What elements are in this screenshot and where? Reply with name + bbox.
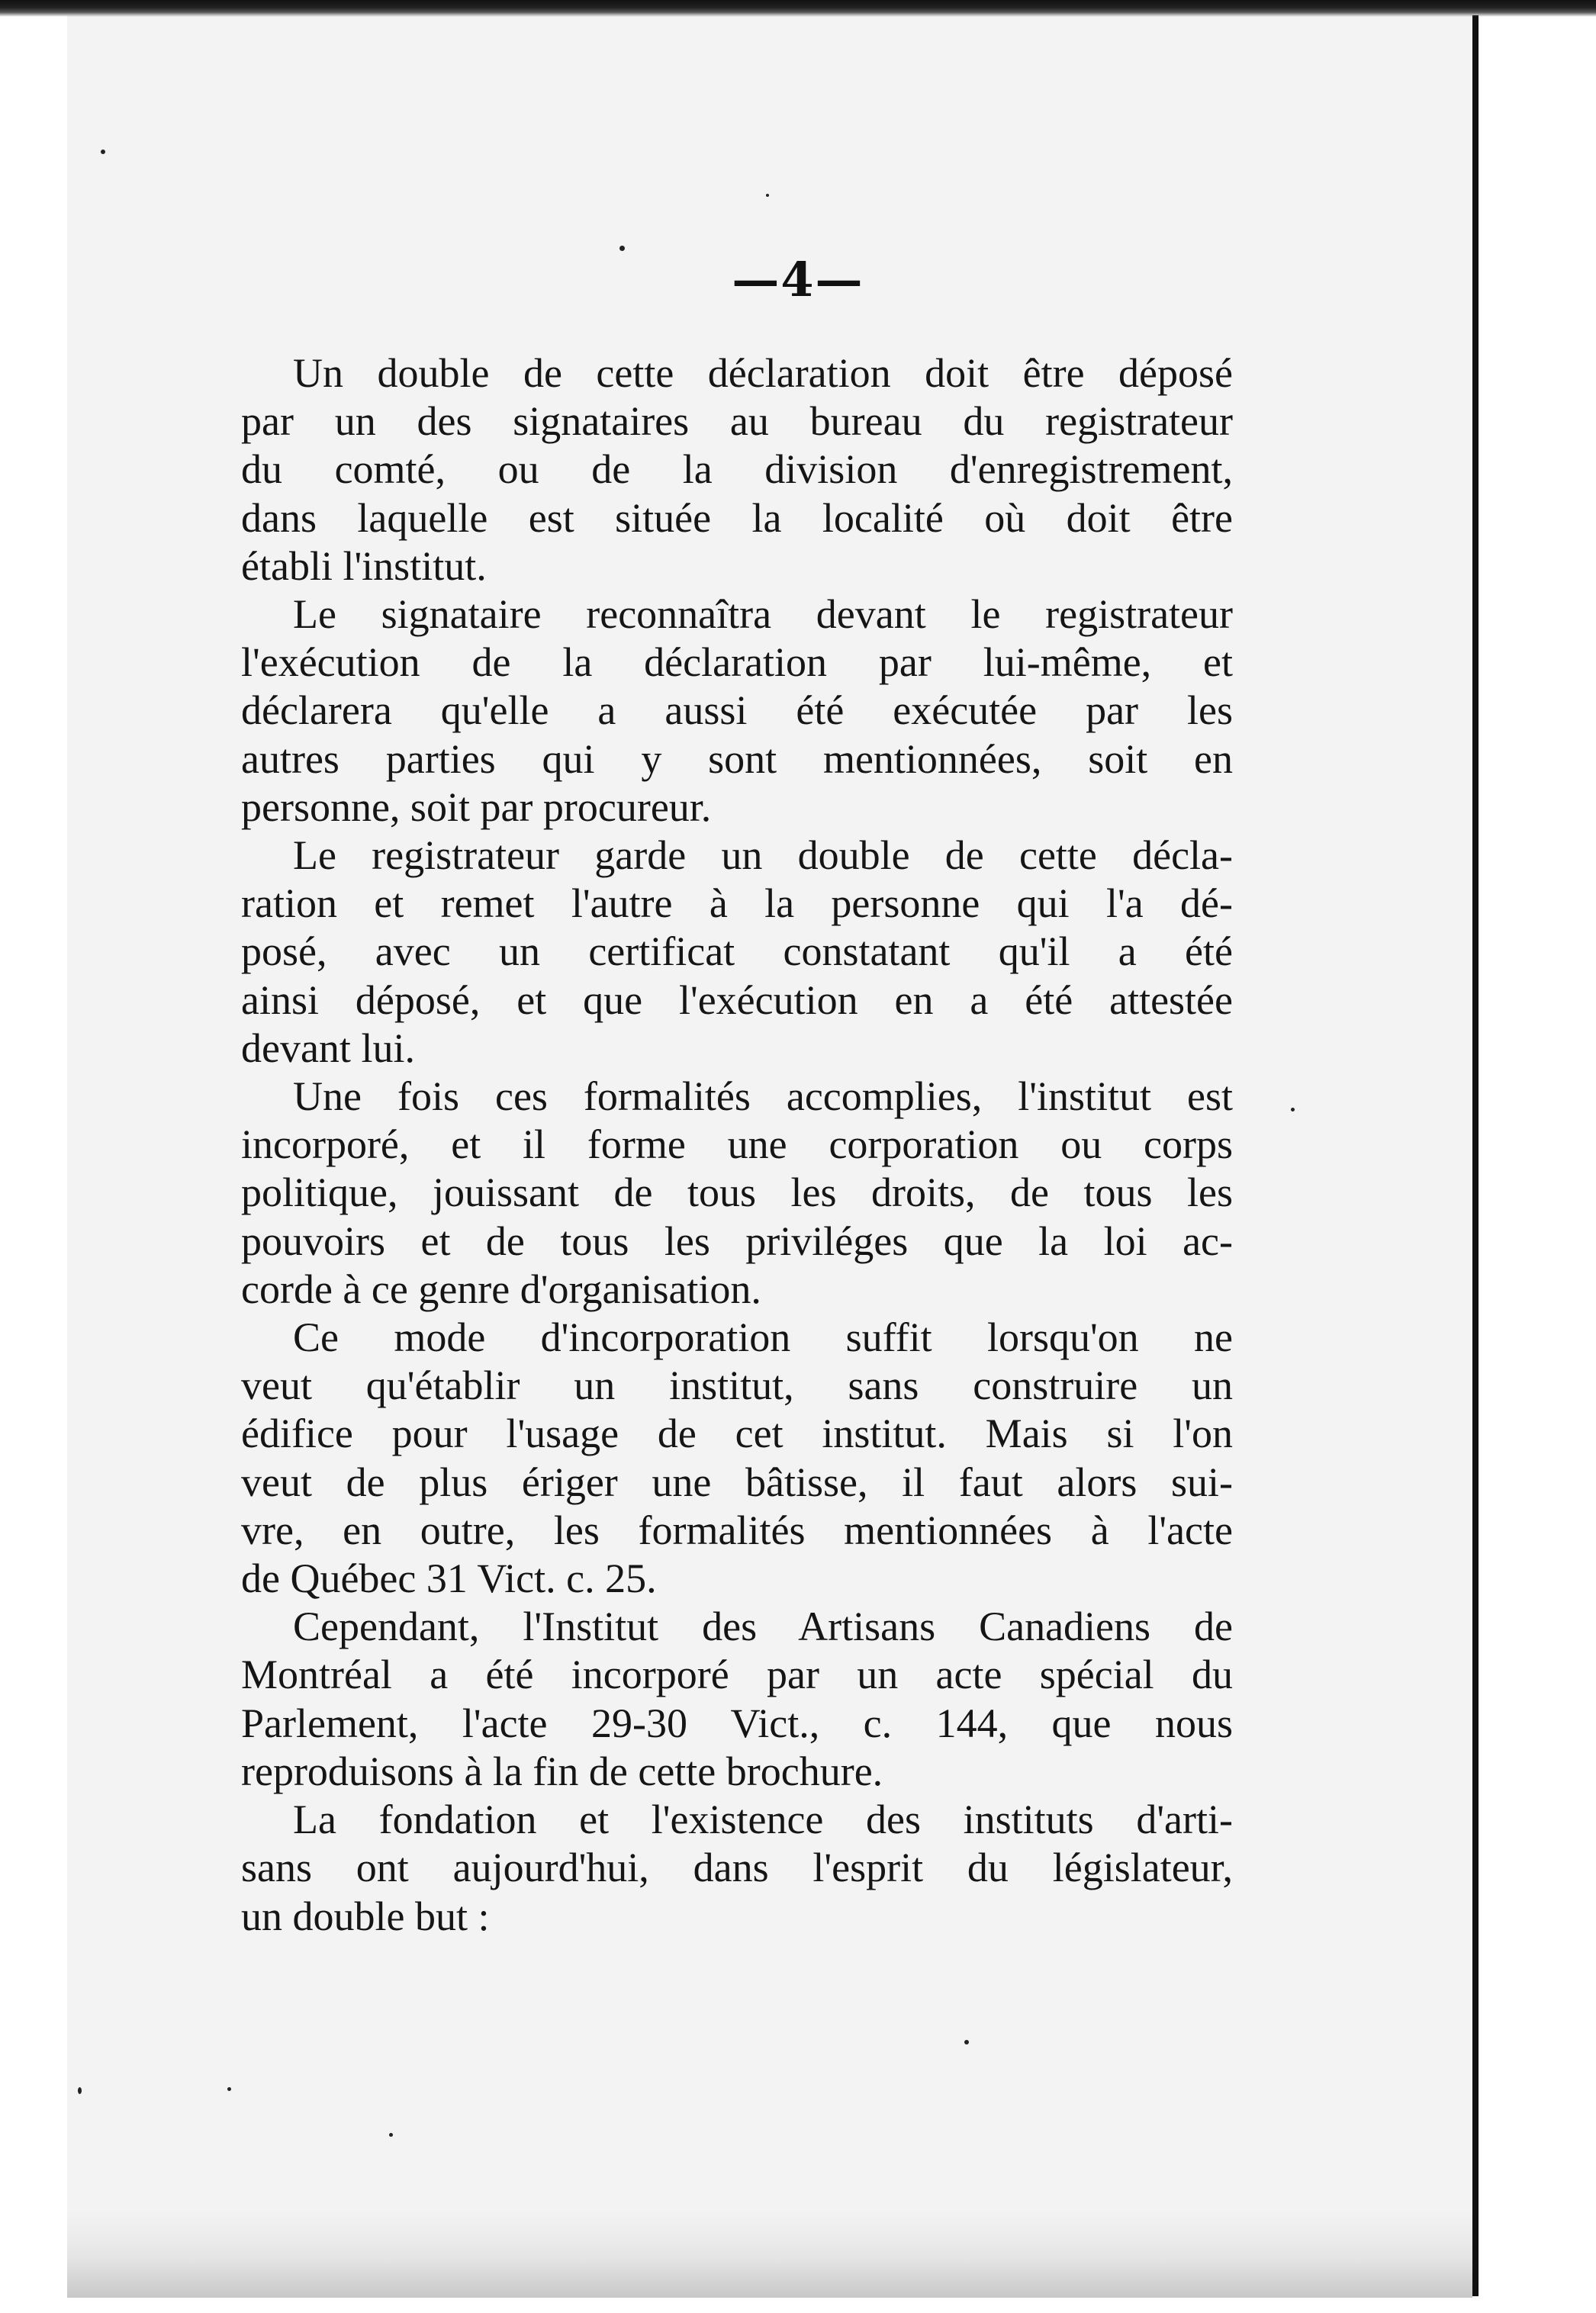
paragraph	[241, 832, 1233, 1073]
text-line: Une fois ces formalités accomplies, l'institut est	[293, 1073, 1233, 1120]
text-line: un double but :	[241, 1893, 490, 1939]
text-line: déclarera qu'elle a aussi été exécutée par les	[241, 687, 1233, 734]
text-line: l'exécution de la déclaration par lui-même, et	[241, 639, 1233, 686]
text-line: Cependant, l'Institut des Artisans Canadiens de	[293, 1604, 1233, 1650]
text-line: Un double de cette déclaration doit être déposé	[293, 350, 1233, 396]
body-text	[241, 349, 1233, 1941]
text-line: autres parties qui y sont mentionnées, soit en	[241, 735, 1233, 782]
right-page-edge	[1472, 15, 1479, 2296]
text-line: édifice pour l'usage de cet institut. Mais si l'on	[241, 1411, 1233, 1457]
text-line: veut qu'établir un institut, sans construire un	[241, 1362, 1233, 1409]
right-margin	[1479, 15, 1596, 2313]
text-line: établi l'institut.	[241, 542, 487, 589]
text-line: politique, jouissant de tous les droits, de tous les	[241, 1169, 1233, 1216]
paragraph	[241, 590, 1233, 832]
scan-speck	[101, 150, 105, 154]
paragraph	[241, 1796, 1233, 1941]
text-line: ainsi déposé, et que l'exécution en a été attestée	[241, 976, 1233, 1023]
top-page-edge	[0, 0, 1596, 17]
text-line: Parlement, l'acte 29-30 Vict., c. 144, que nous	[241, 1700, 1233, 1746]
text-line: veut de plus ériger une bâtisse, il faut alors sui-	[241, 1459, 1233, 1505]
paragraph	[241, 1314, 1233, 1603]
scan-speck	[227, 2087, 231, 2091]
scan-speck	[1291, 1108, 1295, 1111]
text-line: La fondation et l'existence des instituts d'arti-	[293, 1797, 1233, 1843]
text-line: personne, soit par procureur.	[241, 783, 712, 830]
left-margin	[0, 0, 67, 2313]
text-line: sans ont aujourd'hui, dans l'esprit du législateur,	[241, 1845, 1233, 1891]
bottom-page-shadow	[67, 2212, 1472, 2298]
text-line: ration et remet l'autre à la personne qui l'a dé-	[241, 880, 1233, 927]
text-line: de Québec 31 Vict. c. 25.	[241, 1555, 657, 1602]
page-number: —4—	[732, 252, 864, 307]
paragraph	[241, 1603, 1233, 1796]
text-line: Montréal a été incorporé par un acte spécial du	[241, 1652, 1233, 1698]
paragraph	[241, 1073, 1233, 1314]
text-line: par un des signataires au bureau du registrateur	[241, 398, 1233, 445]
text-line: Le signataire reconnaîtra devant le registrateur	[293, 591, 1233, 638]
text-line: vre, en outre, les formalités mentionnées à l'acte	[241, 1507, 1233, 1553]
text-line: du comté, ou de la division d'enregistrement,	[241, 446, 1233, 493]
text-line: Ce mode d'incorporation suffit lorsqu'on ne	[293, 1314, 1233, 1361]
text-line: incorporé, et il forme une corporation ou corps	[241, 1121, 1233, 1168]
text-line: Le registrateur garde un double de cette décla-	[293, 832, 1233, 879]
scan-speck	[78, 2087, 82, 2094]
text-line: posé, avec un certificat constatant qu'il a été	[241, 928, 1233, 975]
scan-speck	[964, 2040, 969, 2044]
text-line: devant lui.	[241, 1025, 415, 1071]
text-line: dans laquelle est située la localité où doit être	[241, 494, 1233, 541]
text-line: pouvoirs et de tous les priviléges que la loi ac-	[241, 1218, 1233, 1264]
text-line: corde à ce genre d'organisation.	[241, 1266, 761, 1312]
scan-speck	[619, 246, 625, 251]
paragraph	[241, 349, 1233, 590]
text-line: reproduisons à la fin de cette brochure.	[241, 1748, 883, 1794]
scan-speck	[389, 2133, 393, 2137]
scan-speck	[766, 194, 769, 197]
